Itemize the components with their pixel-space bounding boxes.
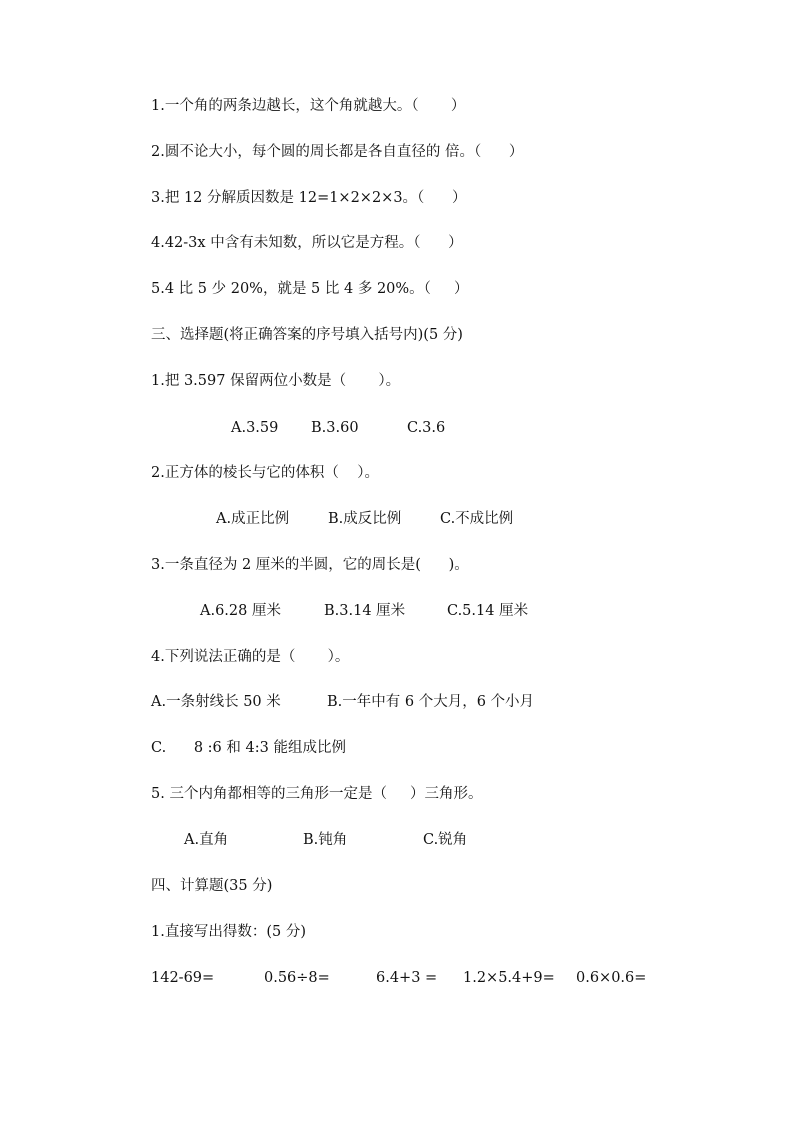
calc-item-5: 0.6×0.6= <box>576 970 647 986</box>
calc-item-2: 0.56÷8= <box>264 970 330 986</box>
choice-question-2: 2.正方体的棱长与它的体积（ ）。 <box>151 465 380 481</box>
calc-item-3: 6.4+3 = <box>376 970 438 986</box>
choice-3-option-a: A.6.28 厘米 <box>200 603 281 619</box>
choice-5-option-a: A.直角 <box>184 832 229 848</box>
choice-5-option-c: C.锐角 <box>423 832 468 848</box>
choice-1-option-a: A.3.59 <box>231 420 279 436</box>
calc-item-1: 142-69= <box>151 970 215 986</box>
section-3-title: 三、选择题(将正确答案的序号填入括号内)(5 分) <box>151 327 463 343</box>
judge-question-2: 2.圆不论大小，每个圆的周长都是各自直径的 倍。（ ） <box>151 144 524 160</box>
choice-question-3: 3.一条直径为 2 厘米的半圆，它的周长是( )。 <box>151 557 469 573</box>
judge-question-1: 1.一个角的两条边越长，这个角就越大。（ ） <box>151 98 466 114</box>
choice-1-option-c: C.3.6 <box>407 420 446 436</box>
choice-4-option-b: B.一年中有 6 个大月，6 个小月 <box>327 694 535 710</box>
choice-4-option-a: A.一条射线长 50 米 <box>151 694 281 710</box>
choice-question-4: 4.下列说法正确的是（ ）。 <box>151 649 350 665</box>
choice-question-5: 5. 三个内角都相等的三角形一定是（ ）三角形。 <box>151 786 483 802</box>
choice-3-option-c: C.5.14 厘米 <box>447 603 529 619</box>
judge-question-4: 4.42-3x 中含有未知数，所以它是方程。（ ） <box>151 235 463 251</box>
choice-2-option-b: B.成反比例 <box>328 511 402 527</box>
calc-question-1: 1.直接写出得数：(5 分) <box>151 924 306 940</box>
judge-question-5: 5.4 比 5 少 20%，就是 5 比 4 多 20%。（ ） <box>151 281 469 297</box>
section-4-title: 四、计算题(35 分) <box>151 878 273 894</box>
choice-2-option-a: A.成正比例 <box>216 511 290 527</box>
choice-3-option-b: B.3.14 厘米 <box>324 603 406 619</box>
judge-question-3: 3.把 12 分解质因数是 12=1×2×2×3。（ ） <box>151 190 467 206</box>
choice-question-1: 1.把 3.597 保留两位小数是（ ）。 <box>151 373 401 389</box>
choice-4-option-c: C. 8 :6 和 4:3 能组成比例 <box>151 740 346 756</box>
choice-1-option-b: B.3.60 <box>311 420 359 436</box>
choice-2-option-c: C.不成比例 <box>440 511 514 527</box>
choice-5-option-b: B.钝角 <box>303 832 348 848</box>
calc-item-4: 1.2×5.4+9= <box>463 970 555 986</box>
